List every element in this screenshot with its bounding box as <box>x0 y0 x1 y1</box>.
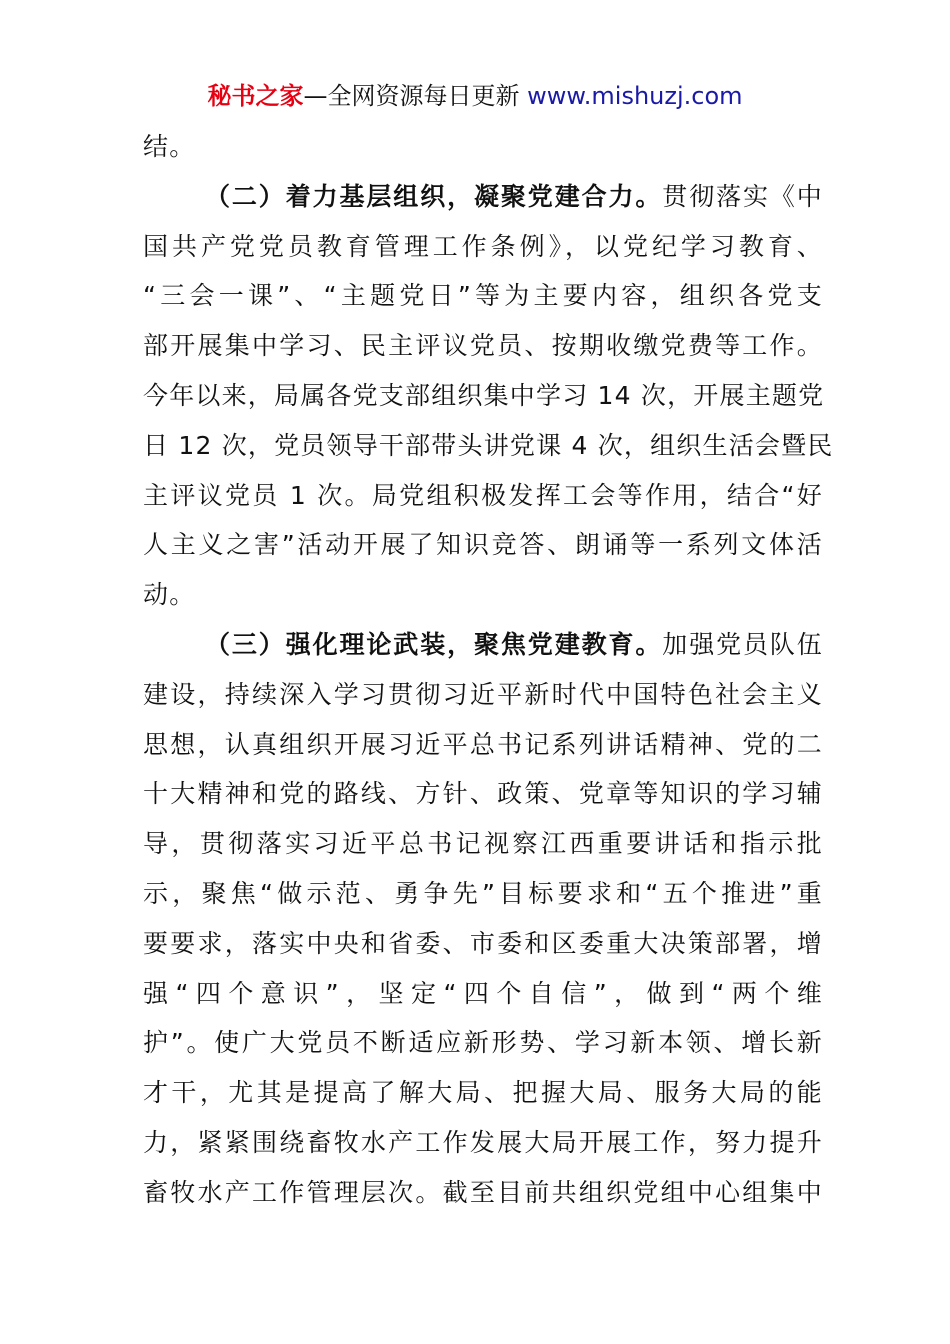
text-line: 要要求，落实中央和省委、市委和区委重大决策部署，增 <box>143 928 823 958</box>
text-line: 强“四个意识”，坚定“四个自信”，做到“两个维 <box>143 978 823 1008</box>
text-line: 结。 <box>143 132 196 161</box>
text-line: 国共产党党员教育管理工作条例》，以党纪学习教育、 <box>143 231 823 261</box>
text-line: 导，贯彻落实习近平总书记视察江西重要讲话和指示批 <box>143 829 823 859</box>
site-header <box>0 80 950 112</box>
text-line: 思想，认真组织开展习近平总书记系列讲话精神、党的二 <box>143 729 823 759</box>
document-body <box>143 122 834 1218</box>
text-line: 畜牧水产工作管理层次。截至目前共组织党组中心组集中 <box>143 1177 823 1207</box>
section-2-heading: （二）着力基层组织，凝聚党建合力。 <box>205 181 663 211</box>
text-line: 才干，尤其是提高了解大局、把握大局、服务大局的能 <box>143 1078 823 1108</box>
site-url-link[interactable]: www.mishuzj.com <box>527 82 743 110</box>
section-2-first-line <box>143 172 823 222</box>
text-line: 日 12 次，党员领导干部带头讲党课 4 次，组织生活会暨民 <box>143 430 834 460</box>
text-line: 护”。使广大党员不断适应新形势、学习新本领、增长新 <box>143 1028 823 1058</box>
section-2-text: 贯彻落实《中 <box>662 181 823 211</box>
text-line: 部开展集中学习、民主评议党员、按期收缴党费等工作。 <box>143 331 823 361</box>
text-line: 力，紧紧围绕畜牧水产工作发展大局开展工作，努力提升 <box>143 1127 823 1157</box>
text-line: 人主义之害”活动开展了知识竞答、朗诵等一系列文体活 <box>143 530 823 560</box>
site-brand: 秘书之家 <box>207 82 304 110</box>
section-3-text: 加强党员队伍 <box>662 629 823 659</box>
text-line: 十大精神和党的路线、方针、政策、党章等知识的学习辅 <box>143 779 823 809</box>
text-line: 动。 <box>143 580 196 610</box>
site-tagline: —全网资源每日更新 <box>303 82 520 110</box>
text-line: 建设，持续深入学习贯彻习近平新时代中国特色社会主义 <box>143 679 823 709</box>
section-3-first-line <box>143 620 823 670</box>
text-line: 今年以来，局属各党支部组织集中学习 14 次，开展主题党 <box>143 380 825 410</box>
text-line: 主评议党员 1 次。局党组积极发挥工会等作用，结合“好 <box>143 480 823 510</box>
text-line: 示，聚焦“做示范、勇争先”目标要求和“五个推进”重 <box>143 878 823 908</box>
text-line: “三会一课”、“主题党日”等为主要内容，组织各党支 <box>143 281 823 311</box>
section-3-heading: （三）强化理论武装，聚焦党建教育。 <box>205 629 663 659</box>
